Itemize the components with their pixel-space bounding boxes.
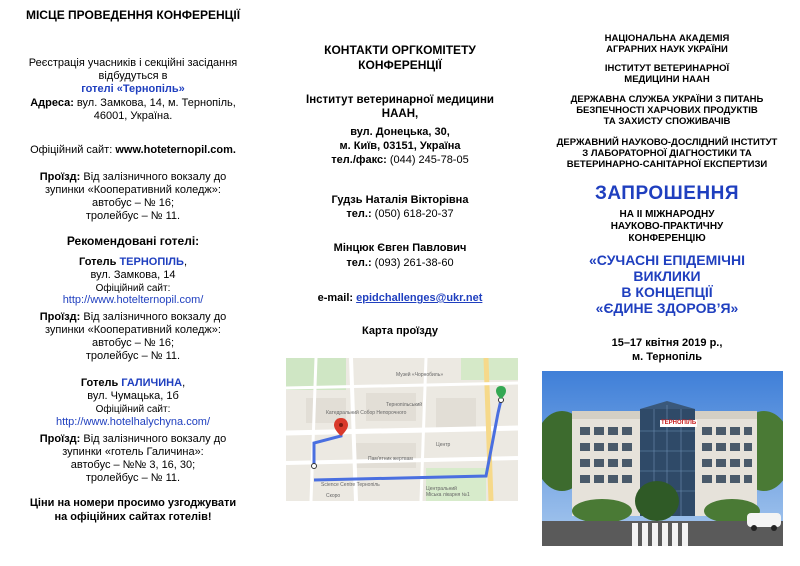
hotel-name: ТЕРНОПІЛЬ <box>119 256 184 268</box>
hotel-name: ГАЛИЧИНА <box>121 377 183 389</box>
map-label: Пам'ятник жертвам <box>368 456 413 462</box>
institute-name: Інститут ветеринарної медицини <box>306 94 494 106</box>
route-label: Проїзд: <box>39 311 81 323</box>
route-map[interactable] <box>286 358 518 501</box>
map-label: Музей «Чорнобиль» <box>396 372 444 378</box>
map-title: Карта проїзду <box>362 325 438 337</box>
hotel-2-route-line: зупинки «готель Галичина»: <box>62 446 204 458</box>
hotel-2-route-line: автобус – №№ 3, 16, 30; <box>70 459 196 471</box>
hotel-1-route-line: зупинки «Кооперативний коледж»: <box>45 324 221 336</box>
conference-date: 15–17 квітня 2019 р., <box>611 337 723 349</box>
hotels-note: Ціни на номери просимо узгоджувати <box>29 497 237 509</box>
conference-city: м. Тернопіль <box>631 351 703 363</box>
organizer-institute: З ЛАБОРАТОРНОЇ ДІАГНОСТИКИ ТА <box>582 148 752 159</box>
hotel-1-name <box>0 256 266 269</box>
map-graphic <box>286 358 518 501</box>
conference-name: «ЄДИНЕ ЗДОРОВ’Я» <box>595 300 739 316</box>
venue-route <box>0 171 266 184</box>
organizer-dpss: ДЕРЖАВНА СЛУЖБА УКРАЇНИ З ПИТАНЬ <box>570 94 764 105</box>
map-label: Скоро <box>326 493 341 499</box>
venue-route-line: зупинки «Кооперативний коледж»: <box>45 184 221 196</box>
route-label: Проїзд: <box>39 433 81 445</box>
hotel-suffix: , <box>182 377 186 389</box>
map-label: Тернопільський <box>386 402 423 408</box>
invitation-title: ЗАПРОШЕННЯ <box>594 183 740 204</box>
invitation-subtitle: НА ІІ МІЖНАРОДНУ <box>619 209 715 220</box>
map-label: Science Centre Тернопіль <box>321 482 380 488</box>
registration-line: Реєстрація учасників і секційні засідання <box>28 57 238 69</box>
institute-phone <box>266 154 534 167</box>
site-label: Офіційний сайт: <box>30 144 113 156</box>
venue-address-line2: 46001, Україна. <box>93 110 173 122</box>
hotel-1-url[interactable]: http://www.hotelternopil.com/ <box>62 294 204 306</box>
hotel-prefix: Готель <box>79 256 120 268</box>
hotel-2-site-label: Офіційний сайт: <box>95 404 171 415</box>
contacts-title: КОНТАКТИ ОРГКОМІТЕТУ <box>324 43 476 57</box>
address-label: Адреса: <box>30 97 74 109</box>
hotels-note: на офіційних сайтах готелів! <box>54 511 212 523</box>
invitation-subtitle: НАУКОВО-ПРАКТИЧНУ <box>610 221 724 232</box>
organizer-institute: ВЕТЕРИНАРНО-САНІТАРНОЇ ЕКСПЕРТИЗИ <box>566 159 768 170</box>
phone-value: (050) 618-20-37 <box>371 208 454 220</box>
invitation-subtitle: КОНФЕРЕНЦІЮ <box>628 233 706 244</box>
institute-address: вул. Донецька, 30, <box>350 126 450 138</box>
venue-route-line: автобус – № 16; <box>91 197 175 209</box>
venue-route-line: тролейбус – № 11. <box>85 210 181 222</box>
hotel-2-address: вул. Чумацька, 1б <box>87 390 179 402</box>
site-link[interactable]: www.hoteternopil.com. <box>112 144 236 156</box>
conference-name: В КОНЦЕПЦІЇ <box>621 284 713 300</box>
conference-name: ВИКЛИКИ <box>633 268 701 284</box>
institute-address: м. Київ, 03151, Україна <box>339 140 461 152</box>
route-text: Від залізничного вокзалу до <box>80 171 227 183</box>
organizer-ivm: ІНСТИТУТ ВЕТЕРИНАРНОЇ <box>604 63 730 74</box>
email-link[interactable]: epidchallenges@ukr.net <box>356 292 483 304</box>
phone-value: (093) 261-38-60 <box>371 257 454 269</box>
hotel-prefix: Готель <box>80 377 122 389</box>
hotel-sign: ТЕРНОПІЛЬ <box>661 420 697 426</box>
hotel-1-route <box>0 311 266 324</box>
venue-column <box>0 0 266 566</box>
hotel-1-route-line: тролейбус – № 11. <box>85 350 181 362</box>
map-label: Центральний <box>426 486 457 492</box>
route-text: Від залізничного вокзалу до <box>80 311 227 323</box>
route-label: Проїзд: <box>39 171 81 183</box>
hotel-2-url[interactable]: http://www.hotelhalychyna.com/ <box>55 416 211 428</box>
hotel-1-route-line: автобус – № 16; <box>91 337 175 349</box>
address-value: вул. Замкова, 14, м. Тернопіль, <box>73 97 236 109</box>
organizer-ivm: МЕДИЦИНИ НААН <box>624 74 710 85</box>
map-label: Міська лікарня №1 <box>426 492 470 498</box>
organizer-naas: НАЦІОНАЛЬНА АКАДЕМІЯ <box>604 33 730 44</box>
phone-label: тел.: <box>346 208 372 220</box>
conference-name: «СУЧАСНІ ЕПІДЕМІЧНІ <box>588 252 745 268</box>
contacts-title: КОНФЕРЕНЦІЇ <box>358 58 442 72</box>
hotel-2-name <box>0 377 266 390</box>
hotels-title: Рекомендовані готелі: <box>66 234 200 248</box>
contact-person-1: Гудзь Наталія Вікторівна <box>331 194 469 206</box>
venue-hotel-name: готелі «Тернопіль» <box>81 83 185 95</box>
hotel-1-address: вул. Замкова, 14 <box>90 269 176 281</box>
venue-title: МІСЦЕ ПРОВЕДЕННЯ КОНФЕРЕНЦІЇ <box>25 8 241 22</box>
route-text: Від залізничного вокзалу до <box>80 433 227 445</box>
hotel-2-route <box>0 433 266 446</box>
organizer-institute: ДЕРЖАВНИЙ НАУКОВО-ДОСЛІДНИЙ ІНСТИТУТ <box>556 137 778 148</box>
venue-website <box>0 144 266 157</box>
hotel-photo-graphic <box>542 371 783 546</box>
organizer-dpss: ТА ЗАХИСТУ СПОЖИВАЧІВ <box>603 116 731 127</box>
contact-person-2-phone <box>266 257 534 270</box>
email-label: e-mail: <box>317 292 354 304</box>
hotel-suffix: , <box>183 256 187 268</box>
map-label: Центр <box>436 442 451 448</box>
hotel-1-site-label: Офіційний сайт: <box>95 283 171 294</box>
phone-value: (044) 245-78-05 <box>386 154 469 166</box>
hotel-2-route-line: тролейбус – № 11. <box>85 472 181 484</box>
phone-label: тел./факс: <box>331 154 387 166</box>
contact-person-1-phone <box>266 208 534 221</box>
map-label: Катедральний Собор Непорочного <box>326 410 407 416</box>
organizer-naas: АГРАРНИХ НАУК УКРАЇНИ <box>606 44 728 55</box>
contact-email <box>266 292 534 305</box>
contact-person-2: Мінцюк Євген Павлович <box>333 242 467 254</box>
organizer-dpss: БЕЗПЕЧНОСТІ ХАРЧОВИХ ПРОДУКТІВ <box>576 105 758 116</box>
phone-label: тел.: <box>346 257 372 269</box>
venue-address <box>0 97 266 110</box>
registration-line: відбудуться в <box>98 70 168 82</box>
institute-name: НААН, <box>381 108 419 120</box>
hotel-photo <box>542 371 783 546</box>
